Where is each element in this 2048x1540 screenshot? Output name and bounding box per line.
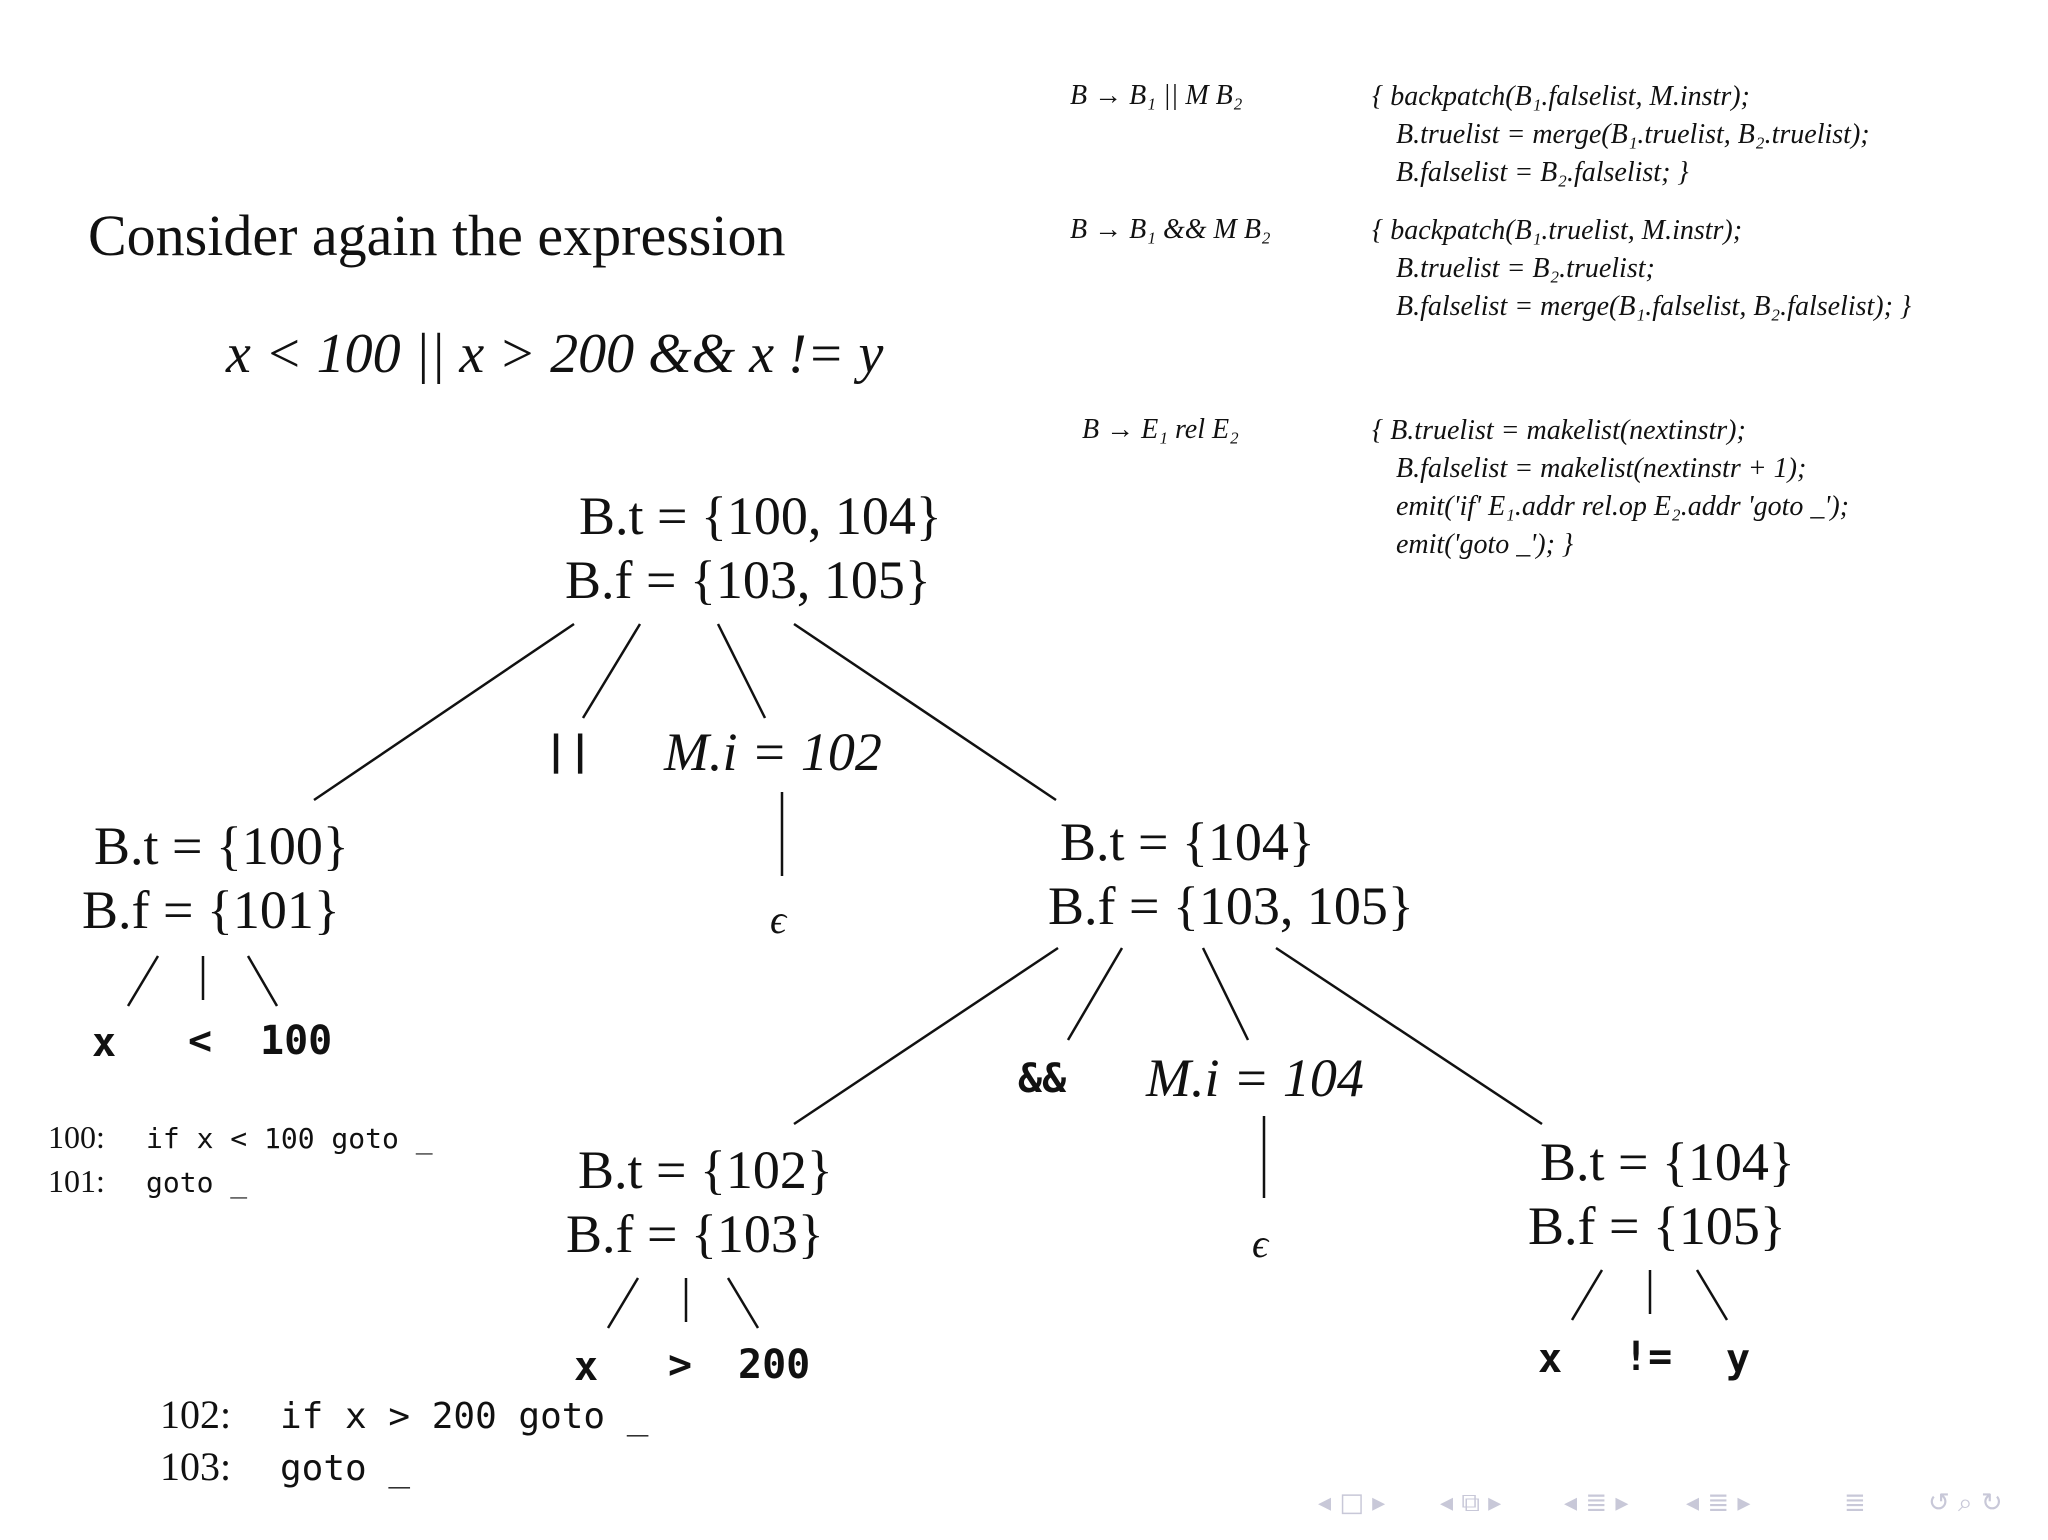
line-number: 102:	[160, 1392, 232, 1437]
nav-align-icon[interactable]: ≣	[1844, 1488, 1866, 1518]
leaf-left-op: <	[188, 1018, 213, 1064]
instruction: goto _	[280, 1448, 411, 1489]
instruction: if x < 100 goto _	[146, 1122, 433, 1155]
leaf-rr-op: !=	[1624, 1334, 1673, 1380]
rule-rel-actions	[1372, 412, 1849, 564]
leaf-rl-x: x	[574, 1344, 599, 1390]
leaf-rl-op: >	[668, 1342, 693, 1388]
edge-root-left	[314, 624, 574, 800]
node-rl-truelist: B.t = {102}	[578, 1140, 833, 1200]
rule-rel-action-1: { B.truelist = makelist(nextinstr);	[1372, 415, 1746, 446]
edge-right-m2	[1203, 948, 1248, 1040]
leaf-rr-x: x	[1538, 1336, 1563, 1382]
rule-or-action-2: B.truelist = merge(B₁.truelist, B₂.truelist);	[1396, 119, 1870, 150]
code-line-100	[48, 1116, 433, 1160]
edge-rr-y	[1697, 1270, 1727, 1320]
expression: x < 100 || x > 200 && x != y	[226, 323, 884, 385]
node-rl-falselist: B.f = {103}	[566, 1204, 824, 1264]
rule-rel-production: B → E₁ rel E₂	[1082, 414, 1239, 445]
edge-root-or	[583, 624, 640, 718]
code-block-1	[48, 1116, 433, 1204]
leaf-left-x: x	[92, 1020, 117, 1066]
slide-title: Consider again the expression	[88, 203, 786, 268]
node-right-falselist: B.f = {103, 105}	[1048, 876, 1414, 936]
code-line-101	[48, 1160, 433, 1204]
edge-rl-num	[728, 1278, 758, 1328]
node-left	[82, 814, 349, 942]
instruction: goto _	[146, 1166, 248, 1199]
edge-left-num	[248, 956, 277, 1006]
rule-and-production: B → B₁ && M B₂	[1070, 214, 1271, 245]
rule-or-action-3: B.falselist = B₂.falselist; }	[1396, 157, 1689, 188]
nav-search-icon[interactable]: ↺ ⌕ ↻	[1928, 1488, 2003, 1518]
node-root-falselist: B.f = {103, 105}	[565, 550, 931, 610]
rule-and-action-2: B.truelist = B₂.truelist;	[1396, 253, 1655, 284]
rule-rel-action-3: emit('if' E₁.addr rel.op E₂.addr 'goto _');	[1396, 491, 1850, 522]
epsilon-1: ϵ	[770, 897, 787, 942]
node-rr-falselist: B.f = {105}	[1528, 1196, 1786, 1256]
rule-and-actions	[1372, 212, 1911, 326]
code-line-103	[160, 1442, 648, 1494]
edge-right-and	[1068, 948, 1122, 1040]
node-left-falselist: B.f = {101}	[82, 880, 340, 940]
leaf-left-num: 100	[260, 1018, 333, 1064]
node-root-truelist: B.t = {100, 104}	[579, 486, 942, 546]
rule-or-production: B → B₁ || M B₂	[1070, 80, 1243, 111]
edge-rl-x	[608, 1278, 638, 1328]
nav-frame-icon[interactable]: ◂ ⧉ ▸	[1440, 1488, 1502, 1518]
leaf-rr-y: y	[1726, 1336, 1751, 1382]
rule-and-action-3: B.falselist = merge(B₁.falselist, B₂.falselist); }	[1396, 291, 1912, 322]
marker-m2: M.i = 104	[1146, 1048, 1364, 1108]
nav-subsection-icon[interactable]: ◂ ≣ ▸	[1686, 1488, 1751, 1518]
node-rr	[1528, 1130, 1795, 1258]
rule-or-action-1: { backpatch(B₁.falselist, M.instr);	[1372, 81, 1750, 112]
code-line-102	[160, 1390, 648, 1442]
and-symbol: &&	[1018, 1056, 1067, 1102]
node-right-truelist: B.t = {104}	[1060, 812, 1315, 872]
rule-rel-action-2: B.falselist = makelist(nextinstr + 1);	[1396, 453, 1807, 484]
code-block-2	[160, 1390, 648, 1494]
node-right	[1048, 810, 1414, 938]
marker-m1: M.i = 102	[664, 722, 882, 782]
edge-rr-x	[1572, 1270, 1602, 1320]
rule-and-action-1: { backpatch(B₁.truelist, M.instr);	[1372, 215, 1743, 246]
nav-section-icon[interactable]: ◂ ≣ ▸	[1564, 1488, 1629, 1518]
nav-first-icon[interactable]: ◂ □ ▸	[1318, 1488, 1386, 1518]
leaf-rl-num: 200	[738, 1342, 811, 1388]
instruction: if x > 200 goto _	[280, 1396, 649, 1437]
line-number: 100:	[48, 1119, 105, 1155]
edge-left-x	[128, 956, 158, 1006]
epsilon-2: ϵ	[1252, 1221, 1269, 1266]
line-number: 103:	[160, 1444, 232, 1489]
rule-or-actions	[1372, 78, 1870, 192]
node-rl	[566, 1138, 833, 1266]
line-number: 101:	[48, 1163, 105, 1199]
node-root	[565, 484, 942, 612]
edge-root-m1	[718, 624, 765, 718]
node-rr-truelist: B.t = {104}	[1540, 1132, 1795, 1192]
rule-rel-action-4: emit('goto _'); }	[1396, 529, 1574, 560]
or-symbol: ||	[544, 728, 593, 774]
node-left-truelist: B.t = {100}	[94, 816, 349, 876]
